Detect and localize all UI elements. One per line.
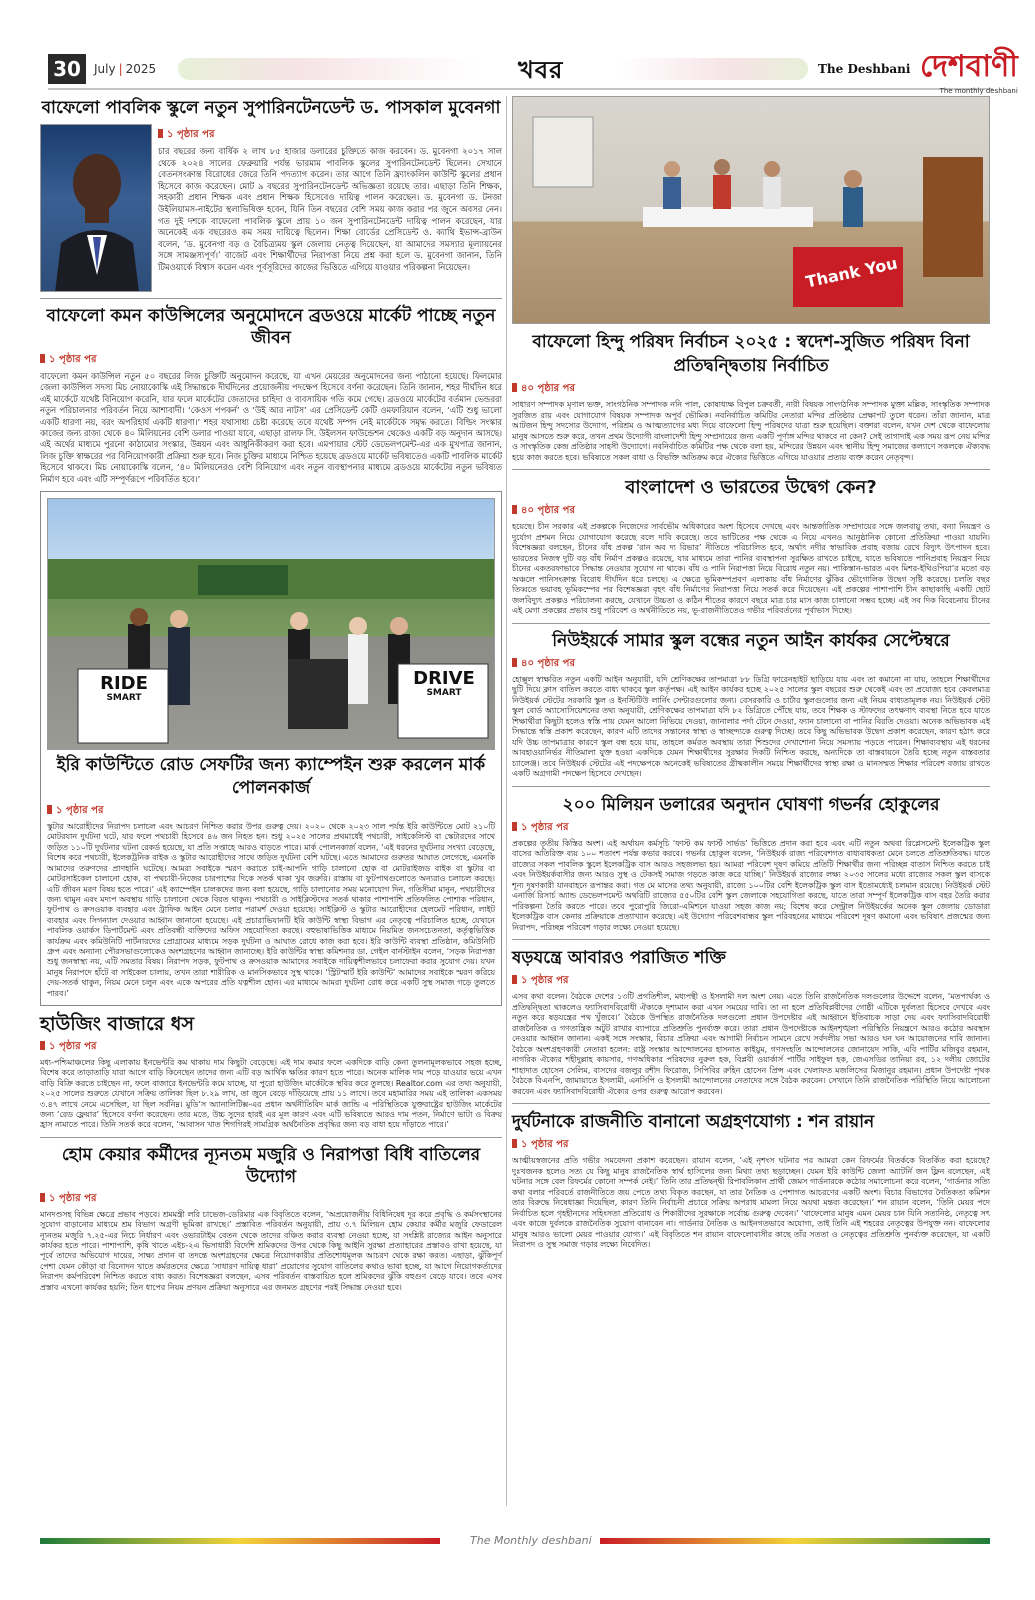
header-ribbon-left bbox=[178, 58, 478, 80]
article-body: প্রকল্পের তৃতীয় কিস্তির অংশ। এই অর্থায়ন কর্মসূচি ‘ফাস্ট কম ফার্স্ট সার্ভড’ ভিত্তিতে প্রদান করা হবে এবং এটি নতুন অথবা রিপ্লেসমেন্ট ইলেকট্রিক স্কুল বাসের অতিরিক্ত ব্যয় ১০০ শতাংশ পর্যন্ত কভার করবে। গভর্নর হোকুল বলেন, ‘নিউইয়র্ক রাজ্য পরিবেশগত বাধ্যবাধকতা মেনে চলতে প্রতিশ্রুতিবদ্ধ। যাতে রাজ্যের সকল পাবলিক স্কুলে ইলেকট্রিক বাস আরও সহজলভ্য হয়। আমরা পরিবেশ দূষণ কমিয়ে প্রতিটি শিক্ষার্থীর জন্য পরিচ্ছন্ন বাতাস নিশ্চিত করতে চাই এবং নিউইয়র্কবাসীর জন্য আরও সুস্থ ও টেকসই সমাজ গড়তে কাজ করে যাচ্ছি।’ নিউইয়র্ক রাজ্যের লক্ষ্য ২০৩৫ সালের মধ্যে রাজ্যের সকল স্কুল বাসকে শূন্য দূষণকারী যানবাহনে রূপান্তর করা। গত মে মাসের তথ্য অনুযায়ী, রাজ্যে ১০০টির বেশি ইলেকট্রিক স্কুল বাস ইতোমধ্যেই চলমান রয়েছে। নিউইয়র্ক স্টেট এনার্জি রিসার্চ অ্যান্ড ডেভেলপমেন্ট অথরিটি রাজ্যের ৫৫০টির বেশি স্কুল জেলাকে সহযোগিতা করছে, যাতে তারা সম্পূর্ণ ইলেকট্রিক বাস বহর তৈরি করার পরিকল্পনা তৈরি করতে পারে। তবে পুরোপুরি জিরো-এমিশনে যাওয়া সহজ কাজ নয়; বিশেষ করে সেন্ট্রাল নিউইয়র্কের অনেক স্কুল জেলায় ডোডারা ইলেকট্রিক বাস কেনার প্রক্রিয়াকে প্রত্যাখ্যান করেছে। এই উদ্যোগ পরিবেশবান্ধব স্কুল পরিবহনের মাধ্যমে পরিবেশ দূষণ কমানো এবং ভবিষ্যৎ প্রজন্মের জন্য নিরাপদ, পরিচ্ছন্ন পরিবেশ গড়ার লক্ষ্যে নেওয়া হয়েছে। bbox=[512, 838, 990, 932]
article-body: বাফেলো কমন কাউন্সিল নতুন ৫০ বছরের লিজ চুক্তিটি অনুমোদন করেছে, যা এখন মেয়রের অনুমোদনের জন্য পাঠানো হয়েছে। ফিলমোর জেলা কাউন্সিল সদস্য মিচ নোয়াকোস্কি এই সিদ্ধান্তকে দীর্ঘদিনের প্রয়োজনীয় পদক্ষেপ হিসেবে বর্ণনা করেছেন। তিনি জানান, শহর দীর্ঘদিন ধরে এই মার্কেটে যথেষ্ট বিনিয়োগ করেনি, যার ফলে মার্কেটের জেতাদের চাহিদা ও ব্যবসায়িক গতি কমে গেছে। ব্রডওয়ে মার্কেটের বর্তমান ভেন্ডররা নতুন পরিচালনার পরিবর্তন নিয়ে আশাবাদী। ‘কেওস পপকর্ন’ ও ‘উই আর নাটস’ এর প্রেসিডেন্ট কেটি ওমফারিয়ান বলেন, ‘এটি শুধু ভালো একটি ধারণা নয়, বরং অপরিহার্য একটি ধারণা।’ শহর যথাসাধ্য চেষ্টা করেছে তবে যথেষ্ট সম্পদ নেই মার্কেটকে সমৃদ্ধ করতে। বিল্ডিং সংস্কার কাজের জন্য রাজ্য থেকে ৪০ মিলিয়নের বেশি ডলার পাওয়া যাবে, এছাড়া রালফ সি. উইলসন ফাউন্ডেশন থেকেও একটি বড় অনুদান আসছে। এই অর্থের মাধ্যমে পুরনো কাঠামোর সংস্কার, উন্নয়ন এবং আধুনিকীকরণ করা হবে। এমপায়ার স্টেট ডেভেলপমেন্ট-এর এক মুখপাত্র জানান, লিজ চুক্তি স্বাক্ষরের পর বিনিয়োগকারী প্রক্রিয়া শুরু হবে। নিজ চুক্তির মাধ্যমে নিশ্চিত হয়েছে ব্রডওয়ে মার্কেট ভবিষ্যতেও একটি পাবলিক মার্কেট হিসেবে থাকবে। মিচ নোয়াকোস্কি বলেন, ‘৪০ মিলিয়নেরও বেশি বিনিয়োগ এবং নতুন ব্যবস্থাপনার মাধ্যমে ব্রডওয়ে মার্কেটের নতুন ভবিষ্যত নির্মাণ হবে এবং এটি সম্পূর্ণরূপে পরিবর্তিত হবে।’ bbox=[40, 371, 502, 484]
divider bbox=[512, 786, 990, 787]
election-photo bbox=[512, 96, 990, 324]
article-body: হয়েছে। চীন সরকার এই প্রকল্পকে নিজেদের সার্বভৌম অধিকারের অংশ হিসেবে দেখছে এবং আন্তর্জাতিক সম্প্রদায়ের সঙ্গে জলবায়ু তথ্য, বন্যা নিয়ন্ত্রণ ও দুর্যোগ প্রশমন নিয়ে যোগাযোগ করেছে বলে দাবি করেছে। তবে ভাটিতের পক্ষ থেকে এ নিয়ে এখনও আনুষ্ঠানিক কোনো প্রতিক্রিয়া পাওয়া যায়নি। বিশেষজ্ঞরা বলছেন, চীনের বাঁধ প্রকল্প ‘রান অব দ্য রিভার’ নীতিতে পরিচালিত হবে, অর্থাৎ নদীর স্বাভাবিক প্রবাহ বজায় রেখে বিদ্যুৎ উৎপাদন হবে। ভারতের নিজস্ব দুটি বড় বাঁধ নির্মাণ প্রকল্পও রয়েছে, যার মাধ্যমে তারা পানির ব্যবস্থাপনা সুরক্ষিত রাখতে চাইছে, যাতে ভবিষ্যতে পানিপ্রবাহ নিয়ন্ত্রণ নিয়ে চীনের একতরফাভাবে সিদ্ধান্ত নেওয়ার সুযোগ না থাকে। বাঁধ ও পানি নিরাপত্তা নিয়ে বিরোধ নতুন নয়। পাকিস্তান-ভারত এবং মিশর-ইথিওপিয়া’র মতো বড় অঞ্চলে পানিসংক্রান্ত বিরোধ দীর্ঘদিন ধরে চলছে। এ ক্ষেত্রে ভূমিকম্পপ্রবণ এলাকায় বাঁধ নির্মাণের ঝুঁকির ভৌগোলিক উদ্বেগ সৃষ্টি করেছে। চলতি বছর তিব্বতে ভয়াবহ ভূমিকম্পের পর বিশেষজ্ঞরা বৃহৎ বাঁধ নির্মাণের নিরাপত্তা নিয়ে সতর্ক করে দিয়েছেন। এই প্রকল্পের পাশাপাশি চীন কাছাকাছি একটি ছোট জলবিদ্যুৎ প্রকল্পও পরিচালনা করছে, যেখানে উচ্চতা ও কঠিন শীতের কারণে বছরে মাত্র চার মাস কাজ চালানো সম্ভব হচ্ছে। এই সব দিক বিবেচনায় চীনের এই মেগা প্রকল্পের প্রভাব শুধু পরিবেশ ও অর্থনীতিতে নয়, ভূ-রাজনীতিতেও গভীর পরিবর্তনের পূর্বাভাস দিচ্ছে। bbox=[512, 522, 990, 615]
continued-from: ৪০ পৃষ্ঠার পর bbox=[512, 381, 990, 398]
divider bbox=[512, 939, 990, 940]
divider bbox=[512, 469, 990, 470]
sign-1-line2: SMART bbox=[106, 693, 142, 704]
article-summer-school bbox=[512, 630, 990, 780]
issue-date: July | 2025 bbox=[94, 62, 157, 76]
paper-name: The Deshbani bbox=[818, 62, 911, 76]
article-body: আত্মীয়স্বজনের প্রতি গভীর সমবেদনা প্রকাশ করেছেন। রায়ান বলেন, ‘এই নৃশংস ঘটনার পর আমরা কেন রিফর্মের বিতর্ককে বিতর্কিত করা হয়েছে? দুঃখজনক হলেও সত্য যে কিছু মানুষ রাজনৈতিক স্বার্থ হাসিলের জন্য মিথ্যা তথ্য ছড়াচ্ছেন। যেমন ইরি কাউন্টি জেলা অ্যাটর্নি জন ফ্লিন বলেছেন, এই ঘটনার সঙ্গে বেল রিফর্মের কোনো সম্পর্ক নেই।’ তিনি তার প্রতিদ্বন্দ্বী রিপাবলিকান প্রার্থী জেমস গার্ডনারকে কঠোর সমালোচনা করে বলেন, ‘গার্ডনার সত্যি কথা বলার পরিবর্তে রাজনীতিতে জয় পেতে তথ্য বিকৃত করছেন, যা তার নৈতিক ও পেশাগত আচরণের একটি অংশ। বিচার বিভাগের নৈতিকতা কমিশন তার বিরুদ্ধে নিষেধাজ্ঞা দিয়েছিল, কারণ তিনি নির্বাচনী প্রচারে সক্রিয় অপরাধ মামলা নিয়ে অযথা মন্তব্য করেছেন।’ শন রায়ান বলেন, ‘তিনি মেয়র পদে নির্বাচিত হলে গৃহহীনদের সহিংসতা প্রতিরোধ ও শিকারীদের সুরক্ষাকে সর্বোচ্চ গুরুত্ব দেবেন।’ ‘বাফেলোর মানুষ এমন মেয়র চান যিনি সত্যনিষ্ঠ, নেতৃত্বে সৎ এবং কাজে দুর্বলকে রাজনৈতিক সুযোগ বানাবেন না। গার্ডনার নৈতিক ও আইনগতভাবে অযোগ্য, তাই তিনি এই শহরের নেতৃত্বের উপযুক্ত নন। বাফেলোর মানুষ আরও ভালো মেয়র পাওয়ার যোগ্য।’ এই বিবৃতিতে শন রায়ান বাফেলোবাসীর কাছে তাঁর সততা ও নেতৃত্বের প্রতিশ্রুতি পুনর্ব্যক্ত করেছেন, যা একটি নিরাপদ ও সুস্থ সমাজ গড়ার লক্ষ্যে নিবেদিত। bbox=[512, 1156, 990, 1249]
article-body: মধ্য-পশ্চিমাঞ্চলের কিছু এলাকায় ইনভেন্টরি কম থাকায় দাম কিছুটা বেড়েছে। এই দাম কমার ফলে একদিকে বাড়ি কেনা তুলনামূলকভাবে সহজ হচ্ছে, বিশেষ করে তাড়াতাড়ি যারা আগে বাড়ি কিনেছেন তাদের জন্য এটি বড় আর্থিক ক্ষতির কারণ হতে পারে। অনেক মালিক দাম পড়ে যাওয়ার ভয়ে এখন বাড়ি বিক্রি করতে চাইছেন না, ফলে বাজারে ইনভেন্টরি কমে যাচ্ছে, যা পুরো হাউজিং মার্কেটকে স্থবির করে তুলছে। Realtor.com এর তথ্য অনুযায়ী, ২০২৫ সালের শুরুতে যেখানে সক্রিয় তালিকা ছিল ৮.২৯ লাখ, তা জুনে বেড়ে দাঁড়িয়েছে প্রায় ১১ লাখে। তবে মহামারির সময় এই তালিকা একসময় ৩.৪৭ লাখে নেমে এসেছিল, যা ছিল সর্বনিম্ন। মুডি’স অ্যানালিটিক্স-এর প্রধান অর্থনীতিবিদ মার্ক জান্ডি এ পরিস্থিতিকে যুক্তরাষ্ট্রের হাউজিং মার্কেটের জন্য ‘রেড ফ্লেয়ার’ হিসেবে বর্ণনা করেছেন। তার মতে, উচ্চ সুদের হারই এর মূল কারণ এবং এটি ভবিষ্যতে আরও দাম পতন, নির্মাণে ভাটা ও বিক্রয় হ্রাস নামাতে পারে। তিনি সতর্ক করে বলেন, ‘আবাসন খাত শিগগিরই সামগ্রিক অর্থনৈতিক প্রবৃদ্ধির জন্য বড় বাধা হয়ে দাঁড়াতে পারে।’ bbox=[40, 1057, 502, 1130]
sign-2-line1: DRIVE bbox=[413, 668, 475, 690]
issue-year: 2025 bbox=[125, 62, 157, 76]
portrait-illustration bbox=[41, 125, 152, 292]
page-footer bbox=[40, 1534, 990, 1547]
continued-from: ১ পৃষ্ঠার পর bbox=[47, 803, 495, 820]
headline: হোম কেয়ার কর্মীদের ন্যূনতম মজুরি ও নিরাপত্তা বিধি বাতিলের উদ্যোগ bbox=[61, 1144, 481, 1187]
right-column bbox=[512, 96, 990, 1251]
press-conference-photo bbox=[47, 498, 495, 750]
continued-from: ১ পৃষ্ঠার পর bbox=[512, 1137, 990, 1154]
continued-from: ৪০ পৃষ্ঠার পর bbox=[512, 503, 990, 520]
continued-from: ১ পৃষ্ঠার পর bbox=[40, 352, 502, 369]
article-body: হোক্সুল স্বাক্ষরিত নতুন একটি আইন অনুযায়ী, যদি শ্রেণিকক্ষের তাপমাত্রা ৮৮ ডিগ্রি ফারেনহাইট ছাড়িয়ে যায় এবং তা কমানো না যায়, তাহলে শিক্ষার্থীদের ছুটি দিয়ে ক্লাস বাতিল করতে বাধ্য থাকবে স্কুল কর্তৃপক্ষ। এই আইন কার্যকর হচ্ছে ২০২৫ সালের স্কুল বছরের শুরু থেকেই এবং তা প্রযোজ্য হবে কেবলমাত্র নিউইয়র্ক স্টেটের সরকারি স্কুল ও ইনস্টিটিউ লার্নিং সেন্টারগুলোর জন্য। বেসরকারি ও চার্টার স্কুলগুলোর জন্য এই নিয়ম বাধ্যতামূলক নয়। নিউইয়র্ক স্টেট স্কুল বোর্ড অ্যাসোসিয়েশনের তথ্য অনুযায়ী, শ্রেণিকক্ষের তাপমাত্রা যদি ৮২ ডিগ্রিতে পৌঁছে যায়, তবে শিক্ষক ও স্টাফদের তৎক্ষণাৎ ব্যবস্থা নিতে হবে যাতে শিক্ষার্থীরা কিছুটা হলেও স্বস্তি পায় যেমন আলো নিভিয়ে দেওয়া, জানালার পর্দা টেনে দেওয়া, ফ্যান চালানো বা পানির বিরতি দেওয়া। অনেক অভিভাবক এই সিদ্ধান্তে স্বস্তি প্রকাশ করেছেন, কারণ এটি তাদের সন্তানের স্বাস্থ্য ও স্বাচ্ছন্দ্যকে গুরুত্ব দিচ্ছে। তবে কিছু অভিভাবক উদ্বেগ প্রকাশ করেছেন, কারণ হঠাৎ করে যদি উচ্চ তাপমাত্রার কারণে স্কুল বন্ধ হয়ে যায়, তাহলে কর্মরত অবস্থায় তারা শিশুদের দেখাশোনা নিয়ে সমস্যায় পড়তে পারেন। শিক্ষাব্যবস্থায় এই ধরনের আবহাওয়ানির্ভর নীতিমালা যুক্ত হওয়া একদিকে যেমন শিক্ষার্থীদের সুরক্ষার দিকটি নিশ্চিত করছে, অন্যদিকে তা বাস্তবায়নে তৈরি হচ্ছে নতুন বাস্তবতার চ্যালেঞ্জ। তবে নিউইয়র্ক স্টেটের এই পদক্ষেপকে অনেকেই ভবিষ্যতের গ্রীষ্মকালীন সময়ে শিক্ষার্থীদের স্বাস্থ্য রক্ষা ও মানসম্মত শিক্ষার পরিবেশ বজায় রাখতে একটি অগ্রগামী পদক্ষেপ হিসেবে দেখছেন। bbox=[512, 674, 991, 778]
footer-stripe-left bbox=[40, 1538, 440, 1544]
article-conspiracy bbox=[512, 946, 990, 1097]
article-broadway-market bbox=[40, 305, 502, 485]
divider bbox=[40, 1137, 502, 1138]
headline: বাফেলো পাবলিক স্কুলে নতুন সুপারিনটেনডেন্ট ড. পাসকাল মুবেনগা bbox=[41, 98, 501, 118]
article-hochul-grant bbox=[512, 793, 990, 934]
press-scene-illustration bbox=[48, 499, 495, 750]
left-column bbox=[40, 96, 502, 1293]
headline: দুর্ঘটনাকে রাজনীতি বানানো অগ্রহণযোগ্য : শন রায়ান bbox=[512, 1112, 875, 1132]
continued-from: ১ পৃষ্ঠার পর bbox=[40, 1039, 502, 1056]
footer-text: The Monthly deshbani bbox=[470, 1534, 592, 1547]
drive-smart-sign bbox=[404, 670, 484, 698]
article-hindu-council bbox=[512, 96, 990, 463]
thank-you-banner: Thank You bbox=[804, 253, 900, 292]
continued-from: ১ পৃষ্ঠার পর bbox=[512, 820, 990, 837]
divider bbox=[512, 623, 990, 624]
election-scene-illustration bbox=[513, 97, 990, 324]
article-body: চার বছরের জন্য বার্ষিক ২ লাখ ৮৫ হাজার ডলারের চুক্তিতে কাজ করবেন। ড. মুবেনগা ২০১৭ সাল থেকে ২০২৪ সালের ফেব্রুয়ারি পর্যন্ত ভারমাম পাবলিক স্কুলের সুপারিনটেনডেন্ট ছিলেন। সেখানে বেতনসংক্রান্ত বিরোধের জেরে তিনি পদত্যাগ করেন। তার আগে তিনি ফ্র্যাংকলিন কাউন্টি স্কুলের প্রধান হিসেবে কাজ করেছেন। মোট ৯ বছরের সুপারিনটেনডেন্ট অভিজ্ঞতা রয়েছে তার। এছাড়া তিনি শিক্ষক, সহকারী প্রধান শিক্ষক এবং প্রধান শিক্ষক হিসেবেও দায়িত্ব পালন করেছেন। ড. মুবেনগা ড. টনজা উইলিয়ামস-নাইটের স্থলাভিষিক্ত হবেন, যিনি তিন বছরের বেশি সময় কাজ করার পর জুনে অবসর নেন। গত দুই দশকে বাফেলো পাবলিক স্কুলে প্রায় ১০ জন সুপারিনটেনডেন্ট দায়িত্ব পালন করেছেন, যার অনেকেই এক বছরেরও কম সময় দায়িত্বে ছিলেন। শিক্ষা বোর্ডের প্রেসিডেন্ট ও. ক্যাথি ইভান্স-ব্রাউন বলেন, ‘ড. মুবেনগা বড় ও বৈচিত্র্যময় স্কুল জেলায় নেতৃত্ব দিয়েছেন, যা আমাদের সমস্যার মূল্যায়নের সঙ্গে সামঞ্জস্যপূর্ণ।’ বাজেট এবং শিক্ষার্থীদের নিরাপত্তা নিয়ে প্রশ্ন করা হলে ড. মুবেনগা জানান, তিনি টিমওয়ার্কে বিশ্বাস করেন এবং পূর্বসূরিদের কাজের ভিত্তিতে এগিয়ে যাওয়ার পরিকল্পনা নিয়েছেন। bbox=[158, 146, 502, 272]
sign-2-line2: SMART bbox=[426, 688, 462, 699]
page-number: 30 bbox=[48, 54, 86, 84]
column-divider bbox=[506, 96, 507, 1506]
divider bbox=[40, 298, 502, 299]
page-header bbox=[48, 49, 1018, 95]
article-body: স্কুটার আরোহীদের নিরাপদ চলাচল এবং আচরণ নিশ্চিত করার উপর গুরুত্ব দেয়। ২০২০ থেকে ২০২৩ সাল পর্যন্ত ইরি কাউন্টিতে মোট ২১০টি মোটরযান দুর্ঘটনা ঘটে, যার ফলে পথচারী হিসেবে ৪৬ জন নিহত হন। শুধু ২০২৫ সালের প্রথমার্ধেই পথচারী, সাইকেলিস্ট বা স্কেটারদের সাথে জড়িত ১১০টি দুর্ঘটনার ঘটনা রেকর্ড হয়েছে, যা প্রতি সপ্তাহে আরও বাড়তে পারে। মার্ক পোলনকার্জ বলেন, ‘এই ধরনের দুর্ঘটনার সংখ্যা বেড়েছে, বিশেষ করে পথচারী, ইলেকট্রনিক বাইক ও স্কুটার আরোহীদের সাথে জড়িত দুর্ঘটনা বেশি ঘটছে। এতে আমাদের গুরুতর আঘাত লেগেছে, এমনকি আমাদের তরুণদের প্রাণহানি ঘটেছে। আমরা সবাইকে স্মরণ করাতে চাই-আপনি গাড়ি চালানো হোক বা মোটরাইজড বাইক বা স্কুটার বা মোটরসাইকেল চালানো হোক, বা পথচারী-নিজের চারপাশের দিকে সতর্ক থাকা খুব জরুরি। রাস্তায় বা ফুটপাথগুলোতে অন্যরাও চলাচল করছে। এটি জীবন মরণ বিষয় হতে পারে।’ এই ক্যাম্পেইন চালকদের জন্য বলা হয়েছে, গাড়ি চালানোর সময় মনোযোগ দিন, গতিসীমা মানুন, পথচারীদের জন্য থামুন এবং মদ্যপ অবস্থায় গাড়ি চালানো থেকে বিরত থাকুন। পথচারী ও সাইক্লিস্টদের সতর্ক থাকার পাশাপাশি প্রতিফলিত পোশাক পরিধান, ফুটপাথ ও ক্রসওয়াক ব্যবহার এবং ট্রাফিক আইন মেনে চলার পরামর্শ দেওয়া হয়েছে। সাইক্লিস্ট ও স্কুটার আরোহীদের হেলমেট পরিধান, লাইট ব্যবহার এবং সিগন্যাল দেওয়ার আহ্বান জানানো হয়েছে। এই প্রচারাভিযানটি ইরি কাউন্টি স্বাস্থ্য বিভাগ এর নেতৃত্বে পরিচালিত হচ্ছে, যেখানে পাবলিক ওয়ার্কস ডিপার্টমেন্ট এবং প্রতিবন্ধী ব্যক্তিদের অফিস সহযোগিতা করছে। বহুভাষাভিত্তিক মাধ্যমে নিয়মিত জনসচেতনতা, কর্তৃত্বভিত্তিক কার্যক্রম এবং কমিউনিটি পার্টনারদের প্রোগ্রামের মাধ্যমে সড়ক দুর্ঘটনা ও আঘাত রোধে কাজ করা হবে। ইরি কাউন্টি ব্যবস্থা প্রতিষ্ঠান, কমিউনিটি গ্রুপ এবং অন্যান্য পৌরসভাগুলোকেও অংশগ্রহণের আহ্বান জানাচ্ছে। ইরি কাউন্টির স্বাস্থ্য কমিশনার ডা. গেইল বার্নস্টাইন বলেন, ‘সড়ক নিরাপত্তা শুধু জনস্বাস্থ্য নয়, এটি সমতার বিষয়। নিরাপদ সড়ক, ফুটপাথ ও ক্রসওয়াক আমাদের সবাইকে দায়িত্বশীলভাবে চলাফেরা করার সুযোগ দেয়। যখন মানুষ নিরাপদে হাঁটে বা সাইকেল চালায়, তখন তারা শারীরিক ও মানসিকভাবে সুস্থ থাকে। ‘স্ট্রিটস্মার্ট ইরি কাউন্টি’ আমাদের সবাইকে স্মরণ করিয়ে দেয়-সতর্ক থাকুন, নিয়ম মেনে চলুন এবং একে অপরের প্রতি যত্নশীল হোন। এর মাধ্যমে আমরা দুর্ঘটনা রোধ করে একটি সুস্থ সমাজ গড়ে তুলতে পারব।’ bbox=[47, 822, 495, 998]
logo-tagline: The monthly deshbani bbox=[939, 87, 1018, 95]
portrait-photo bbox=[40, 124, 152, 292]
logo-text: দেশবাণী bbox=[920, 49, 1018, 84]
sign-1-line1: RIDE bbox=[100, 673, 148, 695]
footer-stripe-right bbox=[600, 1538, 990, 1544]
article-superintendent bbox=[40, 96, 502, 292]
continued-from: ৪০ পৃষ্ঠার পর bbox=[512, 656, 990, 673]
headline: বাফেলো হিন্দু পরিষদ নির্বাচন ২০২৫ : স্বদেশ-সুজিত পরিষদ বিনা প্রতিদ্বন্দ্বিতায় নির্বাচিত bbox=[532, 332, 970, 376]
article-housing bbox=[40, 1012, 502, 1131]
ride-smart-sign bbox=[84, 675, 164, 703]
issue-month: July bbox=[94, 62, 116, 76]
article-sean-ryan bbox=[512, 1110, 990, 1251]
headline: ইরি কাউন্টিতে রোড সেফটির জন্য ক্যাম্পেইন শুরু করলেন মার্ক পোলনকার্জ bbox=[56, 755, 486, 799]
continued-from: ১ পৃষ্ঠার পর bbox=[158, 127, 502, 144]
article-body: এসব কথা বলেন। বৈঠকে দেশের ১৩টি প্রগতিশীল, মধ্যপন্থী ও ইসলামী দল অংশ নেয়। এতে তিনি রাজনৈতিক দলগুলোর উদ্দেশে বলেন, ‘মতপার্থক্য ও প্রতিদ্বন্দ্বিতা থাকলেও ফ্যাসিবাদবিরোধী ঐক্যকে দৃশ্যমান করা এখন সময়ের দাবি। তা না হলে প্রতিবিপ্লবীদের গোষ্ঠী এটিকে দুর্বলতা হিসেবে দেখবে এবং নতুন করে ষড়যন্ত্রের পথ খুঁজবে।’ বৈঠকে উপস্থিত রাজনৈতিক দলগুলো প্রধান উপদেষ্টার এই আহ্বানে ইতিবাচক সাড়া দেয় এবং ফ্যাসিবাদবিরোধী রাজনৈতিক ও গণতান্ত্রিক অটুট রাখার ব্যাপারে প্রতিশ্রুতি পুনর্ব্যক্ত করে। তারা প্রধান উপদেষ্টাকে আইনশৃঙ্খলা পরিস্থিতি নিয়ন্ত্রণে আরও কঠোর অবস্থান নেওয়ার আহ্বান জানান। একই সঙ্গে সংস্কার, বিচার প্রক্রিয়া এবং আগামী নির্বাচন সামনে রেখে সর্বদলীয় সভা আরও ঘন ঘন আয়োজনের দাবি জানান। বৈঠকে অংশগ্রহণকারী নেতারা হলেন: রাষ্ট্র সংস্কার আন্দোলনের হাসনাত কাইয়ুম, গণসংহতি আন্দোলনের জোনায়েদ সাকি, এবি পার্টির মজিবুর রহমান, নাগরিক ঐক্যের শহীদুল্লাহ কায়সার, গণঅধিকার পরিষদের নুরুল হক, বিপ্লবী ওয়ার্কার্স পার্টির সাইফুল হক, জেএসডির তানিয়া রব, ১২ দলীয় জোটের শাহাদাত হোসেন সেলিম, বাসদের বজলুর রশীদ ফিরোজ, সিপিবির রুহিন হোসেন প্রিন্স এবং খেলাফত মজলিসের মিজানুর রহমান। প্রধান উপদেষ্টা পৃথক বৈঠকে বিএনপি, জামায়াতে ইসলামী, এনসিপি ও ইসলামী আন্দোলনের নেতাদের সঙ্গে বৈঠক করবেন। সেখানে তিনি রাজনৈতিক পরিস্থিতি নিয়ে আলোচনা করবেন এবং ফ্যাসিবাদবিরোধী ঐক্যের ওপর গুরুত্ব আরোপ করবেন। bbox=[512, 992, 990, 1096]
headline: বাংলাদেশ ও ভারতের উদ্বেগ কেন? bbox=[625, 477, 877, 498]
headline: হাউজিং বাজারে ধস bbox=[40, 1012, 195, 1035]
article-bangladesh-india bbox=[512, 476, 990, 617]
article-home-care bbox=[40, 1144, 502, 1293]
continued-from: ১ পৃষ্ঠার পর bbox=[40, 1191, 502, 1208]
section-title: খবর bbox=[518, 56, 564, 84]
continued-from: ১ পৃষ্ঠার পর bbox=[512, 973, 990, 990]
masthead-logo bbox=[920, 42, 1018, 95]
headline: নিউইয়র্কে সামার স্কুল বন্ধের নতুন আইন কার্যকর সেপ্টেম্বরে bbox=[552, 630, 950, 651]
article-road-safety-box bbox=[40, 491, 502, 1006]
headline: বাফেলো কমন কাউন্সিলের অনুমোদনে ব্রডওয়ে মার্কেট পাচ্ছে নতুন জীবন bbox=[46, 306, 496, 348]
header-ribbon-right bbox=[618, 58, 808, 80]
divider bbox=[512, 1103, 990, 1104]
headline: ষড়যন্ত্রে আবারও পরাজিত শক্তি bbox=[512, 948, 726, 968]
article-body: সাধারণ সম্পাদক মৃণাল ভক্ত, সাংগঠনিক সম্পাদক ননি পাল, কোষাধ্যক্ষ বিপুল চক্রবর্তী, নারী বিষয়ক সাংগঠনিক সম্পাদক মুক্তা মল্লিক, সাংস্কৃতিক সম্পাদক সুরজিত রায় এবং যোগাযোগ বিষয়ক সম্পাদক অপূর্ব ভৌমিক। নবনির্বাচিত কমিটির নেতারা মন্দির প্রতিষ্ঠার প্রেক্ষাপট তুলে ধরেন। তাঁরা জানান, মাত্র আটজন হিন্দু সদস্যের উদ্যোগ, পরিশ্রম ও আত্মত্যাগের মধ্য দিয়ে বাফেলো হিন্দু পরিষদের যাত্রা শুরু হয়েছিল। বক্তারা বলেন, যখন দেশ থেকে বাফেলোয় মানুষ আসতে শুরু করে, তখন প্রথম উদ্যোগী বাংলাদেশী হিন্দু সম্প্রদায়ের জন্য একটি পূর্ণাঙ্গ মন্দির থাকবে না কেন? সেই তাগাদাই এক সময় রূপ নেয় মন্দির ও সাংস্কৃতিক কেন্দ্র প্রতিষ্ঠার সাহসী উদ্যোগে। নবনির্বাচিত কমিটির পক্ষ থেকে বলা হয়, মন্দিরের উন্নয়ন এবং স্থানীয় হিন্দু সমাজের কল্যাণে সকলকে ঐক্যবদ্ধ হয়ে কাজ করতে হবে। ভবিষ্যতে সকল বাধা ও বিভক্তি অতিক্রম করে ঐক্যের ভিত্তিতে এগিয়ে যাওয়ার প্রত্যয় ব্যক্ত করেন নেতৃবৃন্দ। bbox=[512, 400, 990, 462]
article-body: মানদণ্ডসহ বিভিন্ন ক্ষেত্রে প্রভাব পড়বে। শ্রমমন্ত্রী লরি চাভেজ-ডেরিমার এক বিবৃতিতে বলেন, ‘অপ্রয়োজনীয় বিধিনিষেধ দূর করে প্রবৃদ্ধি ও কর্মসংস্থানের সুযোগ বাড়ানোর মাধ্যমে শ্রম বিভাগ অগ্রণী ভূমিকা রাখছে।’ প্রস্তাবিত পরিবর্তন অনুযায়ী, প্রায় ৩.৭ মিলিয়ন হোম কেয়ার কর্মীর মজুরি ফেডারেল ন্যূনতম মজুরি ৭.২৫-এর নিচে নির্ধারণ এবং ওভারটাইম বেতন থেকে তাদের বঞ্চিত করার ব্যবস্থা নেওয়া হচ্ছে, যা সংশ্লিষ্ট রাজ্যের আইন অনুসারে কার্যকর হতে পারে। পাশাপাশি, কৃষি খাতে এইচ-২এ ভিসাধারী বিদেশি শ্রমিকদের উপর থেকে কিছু আইনি সুরক্ষা প্রত্যাহারের প্রস্তাবও রাখা হয়েছে, যা পূর্বে তাদের অভিযোগ দায়ের, সাক্ষ্য প্রদান বা তদন্তে অংশগ্রহণের ক্ষেত্রে নিয়োগকারীর প্রতিশোধমূলক আচরণ থেকে রক্ষা করত। এছাড়া, ঝুঁকিপূর্ণ পেশা যেমন কৌড়া বা বিনোদন খাতে কর্মরতদের ক্ষেত্রে ‘সাধারণ দায়িত্ব ধারা’ প্রয়োগের সুযোগ বাতিলের কথাও ভাবা হচ্ছে, যা আগে নিয়োগকর্তাদের নিরাপদ কর্মপরিবেশ নিশ্চিত করতে বাধ্য করত। বিশেষজ্ঞরা বলছেন, এসব পরিবর্তন বাস্তবায়িত হলে শ্রমিকদের ঝুঁকি বহুগুণ বেড়ে যাবে। তবে এসব প্রস্তাব এখনো কার্যকর হয়নি; তিন ধাপের নিয়ম প্রণয়ন প্রক্রিয়া অনুসারে এর জনমত গ্রহণের পরই সিদ্ধান্ত নেওয়া হবে। bbox=[40, 1209, 502, 1292]
headline: ২০০ মিলিয়ন ডলারের অনুদান ঘোষণা গভর্নর হোকুলের bbox=[562, 794, 940, 815]
